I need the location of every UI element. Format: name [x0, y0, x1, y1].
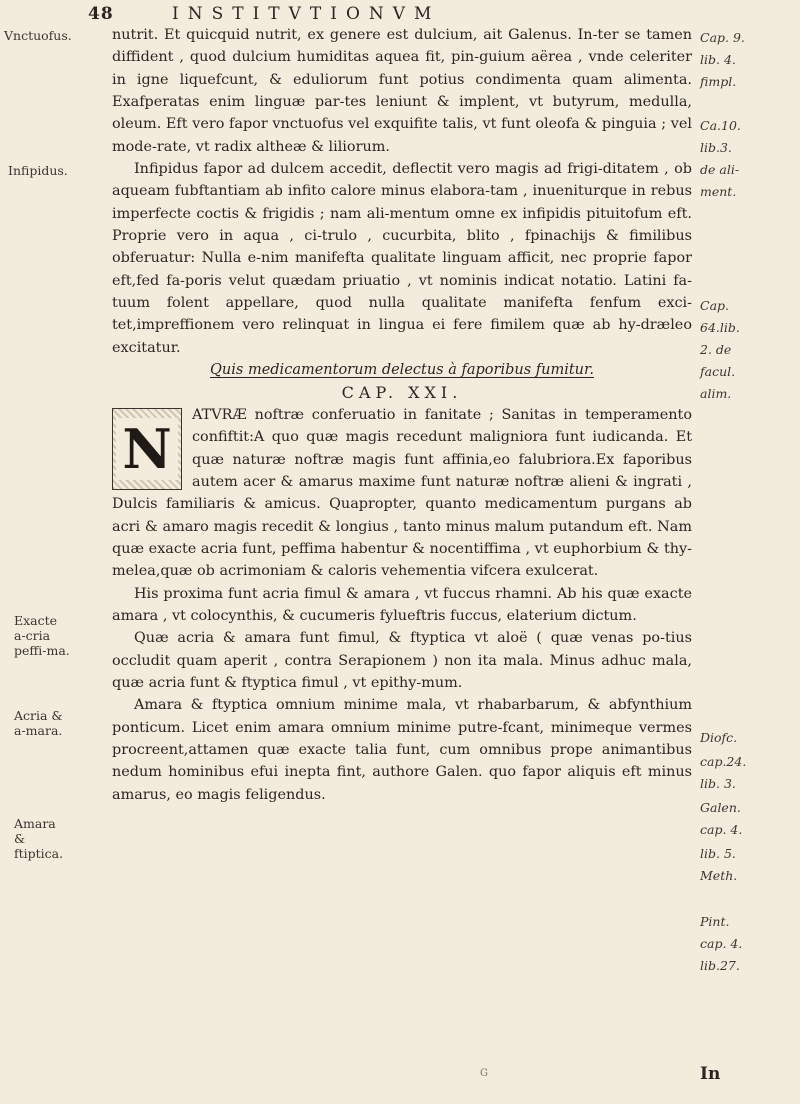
running-head: [88, 4, 441, 26]
margin-note-right: Diofc.: [700, 730, 738, 745]
margin-note-right: Ca.10.: [700, 118, 741, 133]
margin-note-right: lib. 5.: [700, 846, 736, 861]
paragraph-unctuous: nutrit. Et quicquid nutrit, ex genere est dulcium, ait Galenus. In-ter se tamen diffident , quod dulcium humiditas aquea fit, pin-guium aërea , vnde celeriter in igne liquefcunt, & eduliorum funt potius condimenta quam alimenta. Exafperatas enim linguæ par-tes leniunt & implent, vt butyrum, medulla, oleum. Eft vero fapor vnctuofus vel exquifite talis, vt funt oleofa & pinguia ; vel mode-rate, vt radix altheæ & liliorum.: [112, 27, 692, 155]
catchword: In: [700, 1064, 721, 1084]
margin-note-right: Meth.: [700, 868, 738, 883]
margin-note-left: Vnctuofus.: [4, 28, 72, 43]
margin-note-right: lib.27.: [700, 958, 740, 973]
margin-note-right: Cap. 9.: [700, 30, 745, 45]
margin-note-right: lib.3.: [700, 140, 732, 155]
margin-note-right: cap. 4.: [700, 822, 743, 837]
paragraph-amara-styptica: Amara & ftyptica omnium minime mala, vt rhabarbarum, & abfynthium ponticum. Licet enim amara omnium minime putre-fcant, minimeque vermes procreent,attamen quæ exacte talia funt, cum omnibus prope animantibus nedum hominibus efui inepta fint, authore Galen. quo fapor aliquis eft minus amarus, eo magis feligendus.: [112, 697, 692, 803]
main-text: [112, 24, 692, 806]
margin-note-right: fimpl.: [700, 74, 737, 89]
margin-note-right: 64.lib.: [700, 320, 740, 335]
margin-note-right: lib. 4.: [700, 52, 736, 67]
margin-note-right: lib. 3.: [700, 776, 736, 791]
chapter-title: Quis medicamentorum delectus à faporibus fumitur.: [210, 362, 594, 379]
margin-note-right: cap.24.: [700, 754, 747, 769]
decorated-initial: [112, 408, 182, 490]
signature-mark: G: [480, 1068, 488, 1079]
chapter-number: CAP. XXI.: [341, 382, 463, 402]
margin-note-right: 2. de: [700, 342, 732, 357]
paragraph-insipid: Infipidus fapor ad dulcem accedit, deflectit vero magis ad frigi-ditatem , ob aqueam fubftantiam ab infito calore minus elabora-tam , inueniturque in rebus imperfecte coctis & frigidis ; nam ali-mentum omne ex infipidis pituitofum eft. Proprie vero in aqua , ci-trulo , cucurbita, blito , fpinachijs & fimilibus obferuatur: Nulla e-nim manifefta qualitate linguam afficit, nec proprie fapor eft,fed fa-poris velut quædam priuatio , vt nominis indicat notatio. Latini fa-tuum folent appellare, quod nulla qualitate manifefta fenfum exci-tet,impreffionem vero relinquat in lingua ei fere fimilem quæ ab hy-dræleo excitatur.: [112, 161, 692, 356]
page-number: 48: [88, 4, 114, 24]
initial-letter: N: [116, 418, 177, 480]
margin-note-left: Infipidus.: [8, 163, 68, 178]
margin-note-left: Exacte a-cria peffi-ma.: [14, 613, 70, 658]
margin-note-right: cap. 4.: [700, 936, 743, 951]
margin-note-left: Amara & ftiptica.: [14, 816, 64, 861]
margin-note-right: ment.: [700, 184, 737, 199]
paragraph-styptica: Quæ acria & amara funt fimul, & ftyptica vt aloë ( quæ venas po-tius occludit quam aperit , contra Serapionem ) non ita mala. Minus adhuc mala, quæ acria funt & ftyptica fimul , vt epithy-mum.: [112, 630, 692, 691]
opening-text: noftræ conferuatio in fanitate ; Sanitas in temperamento confiftit:A quo quæ magis recedunt maligniora funt iudicanda. Et quæ naturæ noftræ magis funt affinia,eo falubriora.Ex faporibus autem acer & amarus maxime funt naturæ noftræ alieni & ingrati , Dulcis familiaris & amicus. Quapropter, quanto medicamentum purgans ab acri & amaro magis recedit & longius , tanto minus malum putandum eft. Nam quæ exacte acria funt, peffima habentur & nocentiffima , vt euphorbium & thy-melea,quæ ob acrimoniam & caloris vehementia vifcera exulcerat.: [112, 406, 692, 580]
margin-note-right: facul.: [700, 364, 736, 379]
paragraph-chapter-opening: [112, 404, 692, 583]
paragraph-acria-amara: His proxima funt acria fimul & amara , vt fuccus rhamni. Ab his quæ exacte amara , vt colocynthis, & cucumeris fylueftris fuccus, elaterium dictum.: [112, 585, 692, 624]
margin-note-right: Galen.: [700, 800, 741, 815]
margin-note-right: de ali-: [700, 162, 740, 177]
margin-note-right: alim.: [700, 386, 732, 401]
margin-note-left: Acria & a-mara.: [14, 708, 63, 738]
margin-note-right: Pint.: [700, 914, 730, 929]
running-title: INSTITVTIONVM: [172, 4, 441, 24]
margin-note-right: Cap.: [700, 298, 729, 313]
opening-word: ATVRÆ: [192, 406, 247, 423]
